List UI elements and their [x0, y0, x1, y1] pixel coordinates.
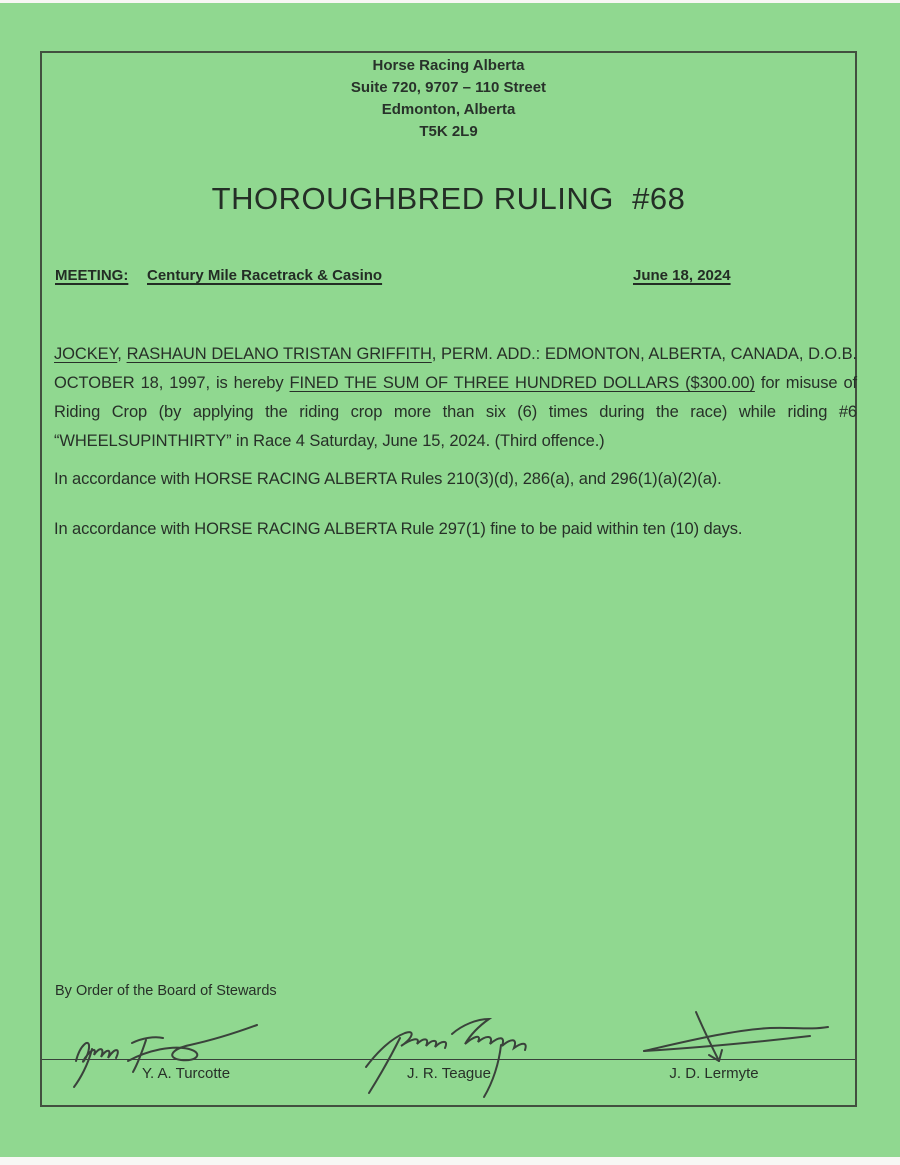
underlined-text-segment: JOCKEY: [54, 345, 118, 363]
text-segment: , PERM. ADD.: EDMONTON, ALBERTA, CANADA, D.O.B. OCTOBER 18, 1997, is hereby: [54, 345, 857, 392]
text-segment: for misuse of Riding Crop (by applying the riding crop more than six (6) times during the race) while riding #6 “WHEELSUPINTHIRTY” in Race 4 Saturday, June 15, 2024. (Third offence.): [54, 374, 858, 450]
underlined-text-segment: FINED THE SUM OF THREE HUNDRED DOLLARS ($300.00): [289, 374, 755, 392]
paragraph-rules-cited: In accordance with HORSE RACING ALBERTA Rules 210(3)(d), 286(a), and 296(1)(a)(2)(a).: [54, 470, 722, 488]
letterhead-org: Horse Racing Alberta: [372, 57, 525, 74]
signatory-name-turcotte: Y. A. Turcotte: [141, 1065, 231, 1082]
signatory-name-teague: J. R. Teague: [407, 1065, 491, 1082]
letterhead-address: Suite 720, 9707 – 110 Street: [350, 79, 547, 96]
meeting-date: June 18, 2024: [633, 267, 731, 284]
letterhead-postal-code: T5K 2L9: [419, 123, 478, 140]
meeting-venue: Century Mile Racetrack & Casino: [147, 267, 383, 284]
underlined-text-segment: RASHAUN DELANO TRISTAN GRIFFITH: [126, 345, 432, 363]
paragraph-fine-details: [54, 340, 857, 456]
by-order-text: By Order of the Board of Stewards: [55, 983, 277, 999]
letterhead: [42, 55, 855, 143]
meeting-label: MEETING:: [55, 267, 129, 284]
lermyte-signature-image: [638, 1009, 834, 1067]
signatory-name-lermyte: J. D. Lermyte: [669, 1065, 759, 1082]
text-segment: ,: [117, 345, 127, 363]
teague-signature-image: [360, 1003, 538, 1103]
paragraph-payment-terms: In accordance with HORSE RACING ALBERTA Rule 297(1) fine to be paid within ten (10) days.: [54, 520, 743, 538]
ruling-title: THOROUGHBRED RULING #68: [211, 181, 686, 216]
letterhead-city: Edmonton, Alberta: [381, 101, 516, 118]
ruling-body: [54, 340, 857, 544]
ruling-border-box: [40, 51, 857, 1107]
green-paper-background: [0, 3, 900, 1157]
